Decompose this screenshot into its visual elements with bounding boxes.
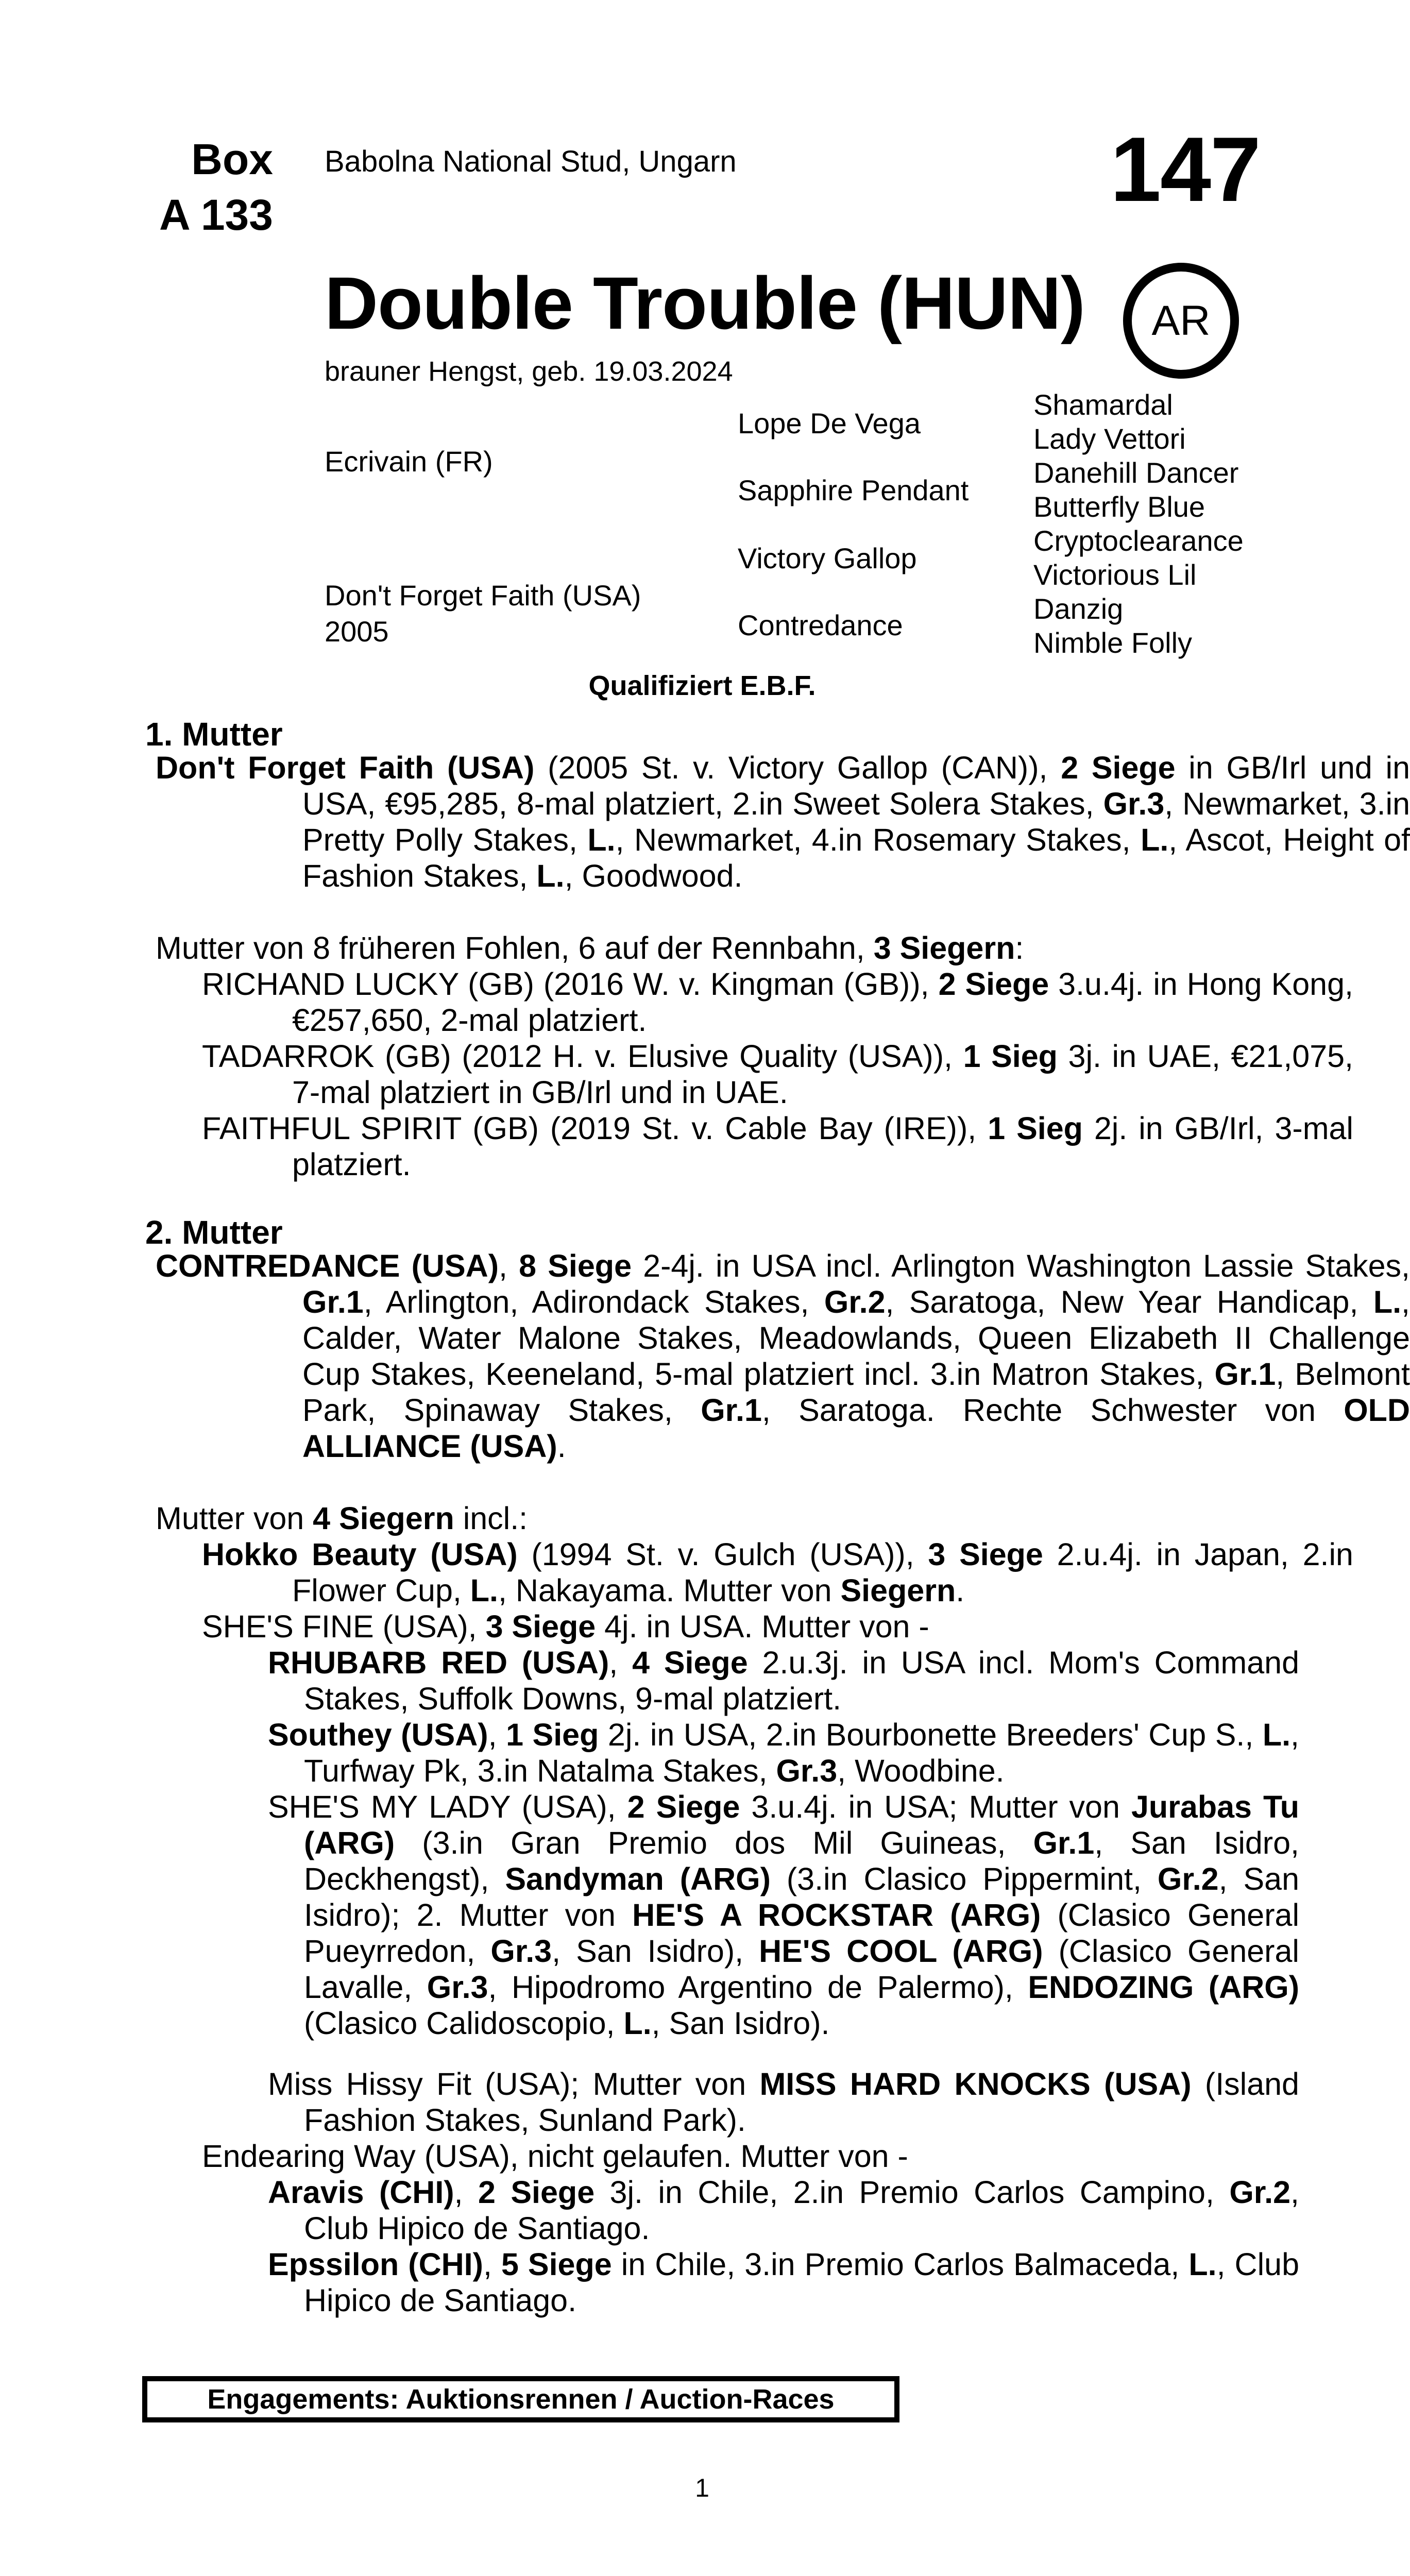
second-dam-produce: Mutter von 4 Siegern incl.: bbox=[156, 1501, 528, 1536]
produce-record-rhubarb: RHUBARB RED (USA), 4 Siege 2.u.3j. in USA incl. Mom's Command Stakes, Suffolk Downs, 9-mal platziert. bbox=[268, 1645, 1299, 1716]
pedigree-dam: Don't Forget Faith (USA) bbox=[325, 579, 641, 612]
foal-record: TADARROK (GB) (2012 H. v. Elusive Quality (USA)), 1 Sieg 3j. in UAE, €21,075, 7-mal platziert in GB/Irl und in UAE. bbox=[202, 1039, 1354, 1110]
first-dam-title: 1. Mutter bbox=[145, 716, 283, 753]
dam-name: Don't Forget Faith (USA) bbox=[156, 750, 535, 785]
pedigree-dam-year: 2005 bbox=[325, 615, 389, 648]
pedigree-dam-sire: Victory Gallop bbox=[738, 542, 917, 574]
first-dam-record: Don't Forget Faith (USA) (2005 St. v. Victory Gallop (CAN)), 2 Siege in GB/Irl und in USA, €95,285, 8-mal platziert, 2.in Sweet Solera Stakes, Gr.3, Newmarket, 3.in Pretty Polly Stakes, L., Newmarket, 4.in Rosemary Stakes, L., Ascot, Height of Fashion Stakes, L., Goodwood. bbox=[156, 750, 1410, 893]
pedigree-ggp: Nimble Folly bbox=[1033, 626, 1193, 659]
pedigree-ggp: Lady Vettori bbox=[1033, 422, 1186, 455]
produce-record-hokko: Hokko Beauty (USA) (1994 St. v. Gulch (USA)), 3 Siege 2.u.4j. in Japan, 2.in Flower Cup, L., Nakayama. Mutter von Siegern. bbox=[202, 1537, 1353, 1608]
produce-record-southey: Southey (USA), 1 Sieg 2j. in USA, 2.in Bourbonette Breeders' Cup S., L., Turfway Pk, 3.in Natalma Stakes, Gr.3, Woodbine. bbox=[268, 1717, 1299, 1788]
pedigree-ggp: Shamardal bbox=[1033, 388, 1173, 421]
horse-description: brauner Hengst, geb. 19.03.2024 bbox=[325, 356, 733, 387]
first-dam-produce: Mutter von 8 früheren Fohlen, 6 auf der Rennbahn, 3 Siegern: bbox=[156, 930, 1024, 965]
box-label bbox=[124, 131, 273, 243]
engagements-box bbox=[142, 2376, 899, 2422]
produce-record-shes-my-lady: SHE'S MY LADY (USA), 2 Siege 3.u.4j. in USA; Mutter von Jurabas Tu (ARG) (3.in Gran Premio dos Mil Guineas, Gr.1, San Isidro, Deckhengst), Sandyman (ARG) (3.in Clasico Pippermint, Gr.2, San Isidro); 2. Mutter von HE'S A ROCKSTAR (ARG) (Clasico General Pueyrredon, Gr.3, San Isidro), HE'S COOL (ARG) (Clasico General Lavalle, Gr.3, Hipodromo Argentino de Palermo), ENDOZING (ARG) (Clasico Calidoscopio, L., San Isidro). bbox=[268, 1789, 1300, 2041]
horse-name: Double Trouble (HUN) bbox=[325, 262, 1085, 345]
produce-record-shes-fine: SHE'S FINE (USA), 3 Siege 4j. in USA. Mutter von - bbox=[202, 1609, 929, 1644]
breeder: Babolna National Stud, Ungarn bbox=[325, 145, 737, 178]
pedigree-ggp: Butterfly Blue bbox=[1033, 490, 1205, 523]
produce-record-endearing: Endearing Way (USA), nicht gelaufen. Mutter von - bbox=[202, 2139, 908, 2174]
pedigree-sire: Ecrivain (FR) bbox=[325, 445, 493, 478]
pedigree-ggp: Cryptoclearance bbox=[1033, 524, 1244, 557]
foal-record: RICHAND LUCKY (GB) (2016 W. v. Kingman (GB)), 2 Siege 3.u.4j. in Hong Kong, €257,650, 2-mal platziert. bbox=[202, 967, 1353, 1038]
second-dam-record: CONTREDANCE (USA), 8 Siege 2-4j. in USA incl. Arlington Washington Lassie Stakes, Gr.1, Arlington, Adirondack Stakes, Gr.2, Saratoga, New Year Handicap, L., Calder, Water Malone Stakes, Meadowlands, Queen Elizabeth II Challenge Cup Stakes, Keeneland, 5-mal platziert incl. 3.in Matron Stakes, Gr.1, Belmont Park, Spinaway Stakes, Gr.1, Saratoga. Rechte Schwester von OLD ALLIANCE (USA). bbox=[156, 1248, 1410, 1464]
box-number: A 133 bbox=[159, 191, 273, 239]
box-word: Box bbox=[191, 135, 273, 183]
pedigree-ggp: Danzig bbox=[1033, 592, 1124, 625]
produce-record-aravis: Aravis (CHI), 2 Siege 3j. in Chile, 2.in Premio Carlos Campino, Gr.2, Club Hipico de Santiago. bbox=[268, 2175, 1299, 2246]
pedigree-ggp: Danehill Dancer bbox=[1033, 456, 1239, 489]
engagements-label: Engagements: Auktionsrennen / Auction-Races bbox=[207, 2384, 835, 2415]
pedigree-sire-sire: Lope De Vega bbox=[738, 407, 921, 439]
ar-badge-icon bbox=[1123, 263, 1239, 379]
foal-record: FAITHFUL SPIRIT (GB) (2019 St. v. Cable Bay (IRE)), 1 Sieg 2j. in GB/Irl, 3-mal platziert. bbox=[202, 1111, 1353, 1182]
produce-record-epssilon: Epssilon (CHI), 5 Siege in Chile, 3.in Premio Carlos Balmaceda, L., Club Hipico de Santiago. bbox=[268, 2247, 1300, 2318]
lot-number: 147 bbox=[1110, 118, 1260, 221]
pedigree-sire-dam: Sapphire Pendant bbox=[738, 474, 969, 506]
produce-record-miss-hissy: Miss Hissy Fit (USA); Mutter von MISS HARD KNOCKS (USA) (Island Fashion Stakes, Sunland Park). bbox=[268, 2066, 1299, 2138]
badge-label: AR bbox=[1151, 297, 1211, 344]
qualification: Qualifiziert E.B.F. bbox=[588, 670, 816, 701]
second-dam-title: 2. Mutter bbox=[145, 1214, 283, 1251]
page-number: 1 bbox=[695, 2473, 709, 2502]
pedigree-ggp: Victorious Lil bbox=[1033, 558, 1197, 591]
pedigree-dam-dam: Contredance bbox=[738, 609, 903, 641]
